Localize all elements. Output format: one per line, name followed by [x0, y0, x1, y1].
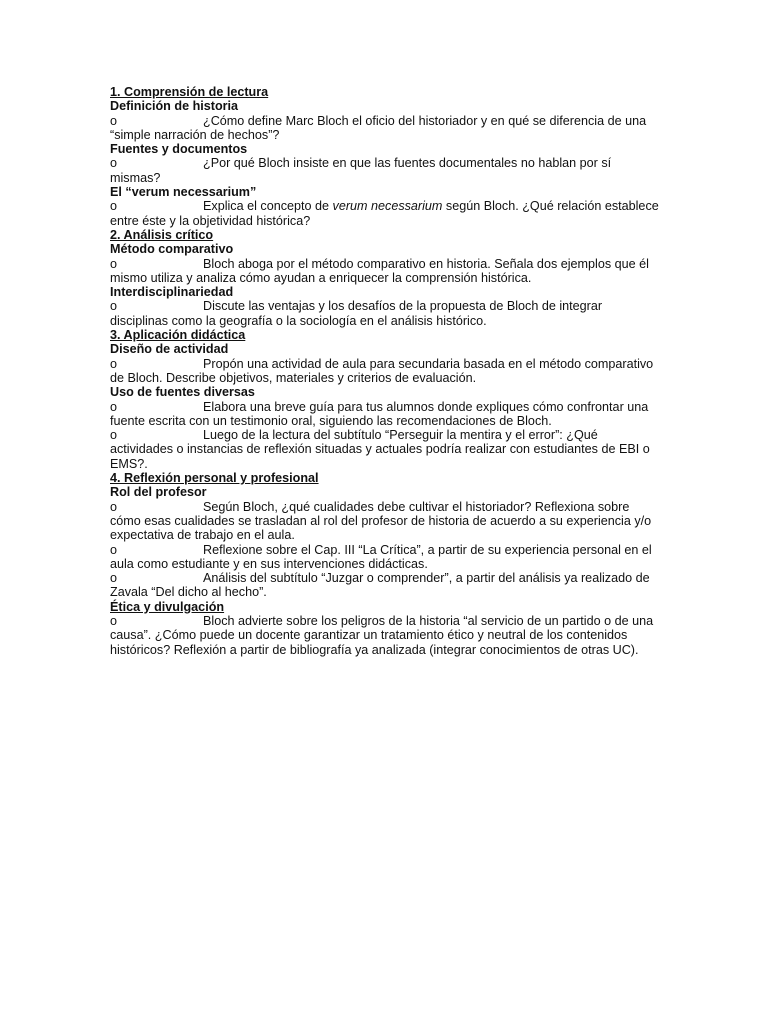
subheading: Ética y divulgación [110, 599, 225, 614]
subheading: Método comparativo [110, 242, 234, 257]
question-item [110, 156, 660, 185]
subheading: Interdisciplinariedad [110, 285, 234, 300]
subheading: Definición de historia [110, 99, 239, 114]
section-heading: 3. Aplicación didáctica [110, 328, 246, 343]
question-item [110, 543, 660, 572]
bullet-marker: o [110, 428, 118, 443]
bullet-marker: o [110, 299, 118, 314]
question-text: Luego de la lectura del subtítulo “Perseguir la mentira y el error”: ¿Qué actividades o instancias de reflexión situadas y actuales podría realizar con estudiantes de EBI o EMS?. [110, 428, 650, 471]
question-text: Propón una actividad de aula para secundaria basada en el método comparativo de Bloch. Describe objetivos, materiales y criterios de evaluación. [110, 356, 654, 385]
question-item [110, 400, 660, 429]
subheading: Diseño de actividad [110, 342, 229, 357]
subheading: Fuentes y documentos [110, 142, 248, 157]
question-text: Bloch aboga por el método comparativo en historia. Señala dos ejemplos que él mismo utiliza y analiza cómo ayudan a enriquecer la comprensión histórica. [110, 256, 649, 285]
document-page [110, 85, 660, 657]
question-item [110, 571, 660, 600]
question-text: Explica el concepto de [203, 199, 333, 214]
question-text: Bloch advierte sobre los peligros de la historia “al servicio de un partido o de una causa”. ¿Cómo puede un docente garantizar un tratamiento ético y neutral de los contenidos históricos? Reflexión a partir de bibliografía ya analizada (integrar conocimientos de otras UC). [110, 613, 654, 657]
bullet-marker: o [110, 542, 118, 557]
emphasized-term: verum necessarium [332, 199, 443, 214]
question-text: ¿Cómo define Marc Bloch el oficio del historiador y en qué se diferencia de una “simple narración de hechos”? [110, 113, 647, 142]
question-item [110, 500, 660, 543]
bullet-marker: o [110, 399, 118, 414]
bullet-marker: o [110, 613, 118, 628]
bullet-marker: o [110, 571, 118, 586]
section-heading: 4. Reflexión personal y profesional [110, 471, 319, 486]
question-item [110, 257, 660, 286]
question-item [110, 199, 660, 228]
question-item [110, 299, 660, 328]
question-item [110, 114, 660, 143]
bullet-marker: o [110, 356, 118, 371]
question-item [110, 614, 660, 657]
question-item [110, 357, 660, 386]
question-text: Análisis del subtítulo “Juzgar o comprender”, a partir del análisis ya realizado de Zavala “Del dicho al hecho”. [110, 571, 650, 600]
bullet-marker: o [110, 199, 118, 214]
question-text: Reflexione sobre el Cap. III “La Crítica”, a partir de su experiencia personal en el aula como estudiante y en sus intervenciones didácticas. [110, 542, 652, 571]
section-heading: 1. Comprensión de lectura [110, 85, 269, 99]
bullet-marker: o [110, 499, 118, 514]
question-text: ¿Por qué Bloch insiste en que las fuentes documentales no hablan por sí mismas? [110, 156, 612, 185]
bullet-marker: o [110, 156, 118, 171]
question-text: Según Bloch, ¿qué cualidades debe cultivar el historiador? Reflexiona sobre cómo esas cualidades se trasladan al rol del profesor de historia de acuerdo a su experiencia y/o expectativa de trabajo en el aula. [110, 499, 652, 543]
question-item [110, 428, 660, 471]
question-text: según Bloch. ¿Qué relación establece entre éste y la objetividad histórica? [110, 199, 659, 228]
question-text: Elabora una breve guía para tus alumnos donde expliques cómo confrontar una fuente escrita con un testimonio oral, siguiendo las recomendaciones de Bloch. [110, 399, 649, 428]
subheading: Rol del profesor [110, 485, 207, 500]
subheading: Uso de fuentes diversas [110, 385, 255, 400]
question-text: Discute las ventajas y los desafíos de la propuesta de Bloch de integrar disciplinas como la geografía o la sociología en el análisis histórico. [110, 299, 603, 328]
bullet-marker: o [110, 256, 118, 271]
bullet-marker: o [110, 113, 118, 128]
subheading: El “verum necessarium” [110, 185, 257, 200]
section-heading: 2. Análisis crítico [110, 227, 214, 242]
